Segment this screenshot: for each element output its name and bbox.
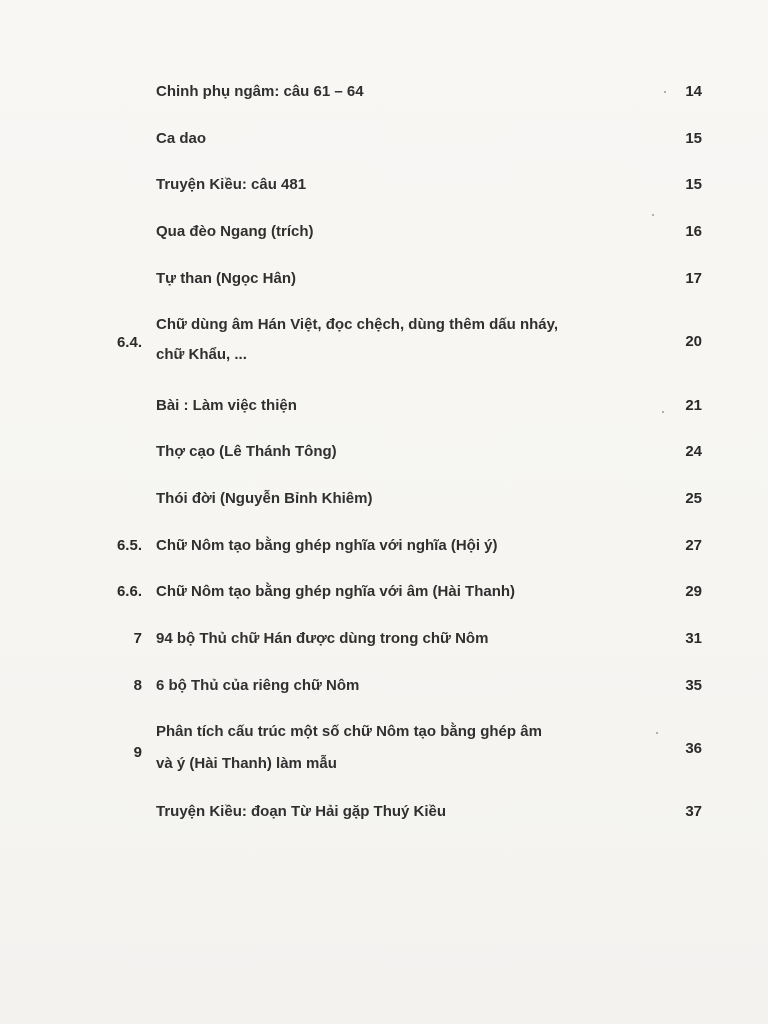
- toc-entry-title-line-1: Phân tích cấu trúc một số chữ Nôm tạo bằng ghép âm: [156, 723, 542, 740]
- toc-entry-title: 94 bộ Thủ chữ Hán được dùng trong chữ Nôm: [156, 630, 489, 647]
- toc-entry-page: 29: [685, 583, 702, 600]
- toc-entry-title: Truyện Kiều: đoạn Từ Hải gặp Thuý Kiều: [156, 803, 447, 820]
- toc-entry-page: 27: [685, 537, 702, 554]
- toc-entry-page: 21: [685, 397, 702, 414]
- scan-speck: [652, 214, 654, 216]
- toc-entry-number: 6.4.: [116, 334, 142, 351]
- toc-entry-page: 25: [685, 490, 702, 507]
- toc-entry-title: Tự than (Ngọc Hân): [156, 270, 297, 287]
- toc-entry-number: 7: [133, 630, 142, 647]
- scan-speck: [656, 732, 658, 734]
- toc-entry-page: 31: [685, 630, 702, 647]
- toc-entry-title-line-1: Chữ dùng âm Hán Việt, đọc chệch, dùng thêm dấu nháy,: [156, 316, 559, 333]
- toc-entry-title: Qua đèo Ngang (trích): [156, 223, 314, 240]
- toc-entry-page: 20: [685, 333, 702, 350]
- toc-entry-title-line-2: và ý (Hài Thanh) làm mẫu: [156, 755, 337, 772]
- toc-entry-page: 35: [685, 677, 702, 694]
- toc-entry-page: 37: [685, 803, 702, 820]
- toc-entry-number: 6.6.: [116, 583, 142, 600]
- toc-entry-page: 24: [685, 443, 702, 460]
- toc-entry-page: 16: [685, 223, 702, 240]
- scan-speck: [662, 411, 664, 413]
- toc-entry: [0, 313, 768, 373]
- toc-entry-title: Thói đời (Nguyễn Bỉnh Khiêm): [156, 490, 373, 507]
- toc-entry-title: Truyện Kiều: câu 481: [156, 176, 307, 193]
- toc-entry-title: Chữ Nôm tạo bằng ghép nghĩa với nghĩa (Hội ý): [156, 537, 498, 554]
- toc-entry-number: 9: [133, 744, 142, 761]
- toc-entry-page: 36: [685, 740, 702, 757]
- toc-entry-page: 15: [685, 130, 702, 147]
- toc-entry-title: 6 bộ Thủ của riêng chữ Nôm: [156, 677, 360, 694]
- toc-entry-number: 6.5.: [116, 537, 142, 554]
- toc-entry-title: Chinh phụ ngâm: câu 61 – 64: [156, 83, 364, 100]
- toc-entry-title: Bài : Làm việc thiện: [156, 397, 297, 414]
- toc-entry-title: Ca dao: [156, 130, 207, 147]
- toc-entry-title-line-2: chữ Khẩu, ...: [156, 346, 247, 363]
- toc-entry-title: Chữ Nôm tạo bằng ghép nghĩa với âm (Hài Thanh): [156, 583, 516, 600]
- toc-entry-page: 14: [685, 83, 702, 100]
- toc-entry-title: Thợ cạo (Lê Thánh Tông): [156, 443, 337, 460]
- toc-entry-page: 17: [685, 270, 702, 287]
- toc-entry-number: 8: [133, 677, 142, 694]
- scan-speck: [664, 91, 666, 93]
- toc-entry: [0, 720, 768, 780]
- toc-entry-page: 15: [685, 176, 702, 193]
